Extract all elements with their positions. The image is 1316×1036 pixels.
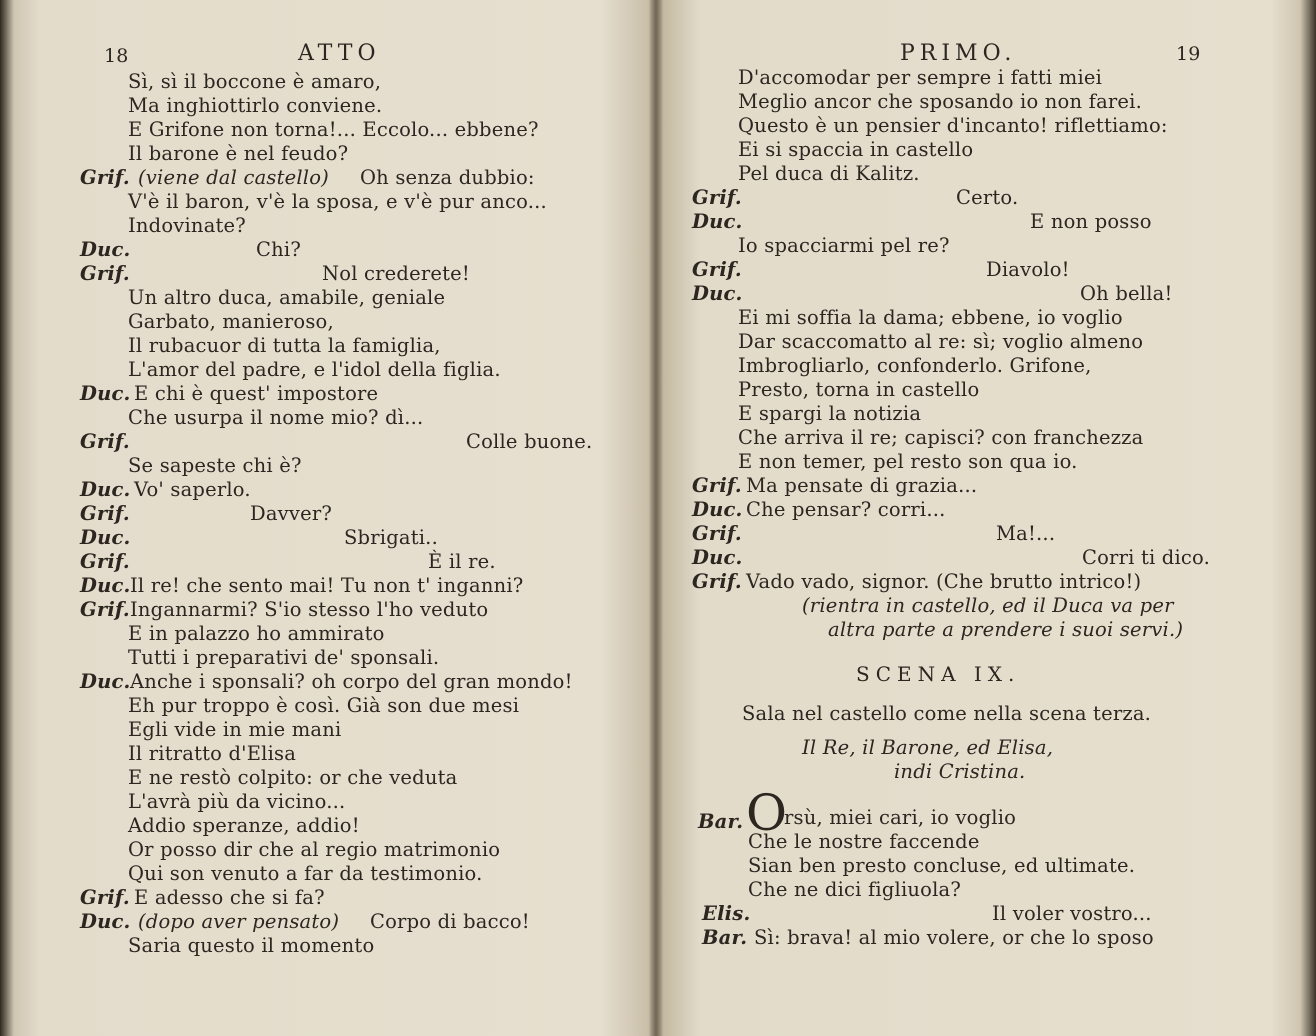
speaker-label: Duc. [80, 910, 131, 933]
verse-line: Oh bella! [1080, 282, 1173, 305]
speaker-label: Grif. [692, 186, 742, 209]
scene-setting: Sala nel castello come nella scena terza. [742, 702, 1152, 725]
verse-line: Anche i sponsali? oh corpo del gran mondo! [130, 670, 573, 693]
speaker-label: Duc. [80, 670, 131, 693]
verse-line: Ma!... [996, 522, 1056, 545]
verse-line: Garbato, manieroso, [128, 310, 334, 333]
verse-line: Oh senza dubbio: [360, 166, 535, 189]
verse-line: Sbrigati.. [344, 526, 438, 549]
speaker-label: Duc. [80, 478, 131, 501]
speaker-label: Duc. [80, 574, 131, 597]
verse-line: Eh pur troppo è così. Già son due mesi [128, 694, 520, 717]
verse-line: Egli vide in mie mani [128, 718, 342, 741]
verse-line: E chi è quest' impostore [134, 382, 379, 405]
speaker-label: Grif. [692, 570, 742, 593]
speaker-label: Duc. [692, 210, 743, 233]
verse-line: E non posso [1030, 210, 1152, 233]
verse-line: Davver? [250, 502, 333, 525]
verse-line: Ingannarmi? S'io stesso l'ho veduto [130, 598, 489, 621]
speaker-label: Grif. [692, 258, 742, 281]
verse-line: Corpo di bacco! [370, 910, 530, 933]
verse-line: Questo è un pensier d'incanto! riflettiamo: [738, 114, 1168, 137]
verse-line: Io spacciarmi pel re? [738, 234, 950, 257]
verse-line: Indovinate? [128, 214, 246, 237]
speaker-label: Grif. [80, 166, 130, 189]
running-head: ATTO [298, 41, 381, 66]
verse-line: Ei mi soffia la dama; ebbene, io voglio [738, 306, 1123, 329]
verse-line: Sì: brava! al mio volere, or che lo sposo [754, 926, 1154, 949]
speaker-label: Grif. [80, 430, 130, 453]
speaker-label: Duc. [80, 238, 131, 261]
verse-line: Ei si spaccia in castello [738, 138, 974, 161]
left-page [0, 0, 656, 1036]
speaker-label: Duc. [80, 382, 131, 405]
verse-line: Imbrogliarlo, confonderlo. Grifone, [738, 354, 1092, 377]
verse-line: Sì, sì il boccone è amaro, [128, 70, 382, 93]
speaker-label: Elis. [702, 902, 751, 925]
stage-direction: (rientra in castello, ed il Duca va per [802, 594, 1174, 617]
speaker-label: Grif. [80, 550, 130, 573]
verse-line: Chi? [256, 238, 301, 261]
verse-line: Il voler vostro... [992, 902, 1152, 925]
verse-line: E in palazzo ho ammirato [128, 622, 385, 645]
verse-line: Il barone è nel feudo? [128, 142, 349, 165]
verse-line: Addio speranze, addio! [128, 814, 360, 837]
verse-line: Certo. [956, 186, 1019, 209]
verse-line: È il re. [428, 550, 496, 573]
verse-line: Qui son venuto a far da testimonio. [128, 862, 483, 885]
drop-cap: O [746, 784, 787, 842]
stage-direction: altra parte a prendere i suoi servi.) [828, 618, 1184, 641]
verse-line: Vo' saperlo. [134, 478, 251, 501]
verse-line: Che pensar? corri... [746, 498, 946, 521]
verse-line: E Grifone non torna!... Eccolo... ebbene? [128, 118, 539, 141]
verse-line: Sian ben presto concluse, ed ultimate. [748, 854, 1136, 877]
speaker-label: Grif. [80, 262, 130, 285]
verse-line: Che arriva il re; capisci? con franchezza [738, 426, 1144, 449]
verse-line: Il re! che sento mai! Tu non t' inganni? [130, 574, 524, 597]
speaker-label: Grif. [80, 502, 130, 525]
verse-line: Tutti i preparativi de' sponsali. [128, 646, 440, 669]
verse-line: Pel duca di Kalitz. [738, 162, 920, 185]
speaker-label: Bar. [698, 810, 744, 833]
verse-line: E spargi la notizia [738, 402, 922, 425]
verse-line: Ma pensate di grazia... [746, 474, 978, 497]
verse-line: E non temer, pel resto son qua io. [738, 450, 1078, 473]
verse-line: rsù, miei cari, io voglio [784, 806, 1017, 829]
verse-line: L'avrà più da vicino... [128, 790, 346, 813]
verse-line: Nol crederete! [322, 262, 470, 285]
speaker-label: Grif. [80, 886, 130, 909]
speaker-label: Duc. [692, 546, 743, 569]
verse-line: Che usurpa il nome mio? dì... [128, 406, 424, 429]
page-number: 19 [1176, 43, 1201, 65]
character-list: Il Re, il Barone, ed Elisa, [802, 736, 1054, 759]
verse-line: Che le nostre faccende [748, 830, 980, 853]
verse-line: Che ne dici figliuola? [748, 878, 962, 901]
verse-line: Colle buone. [466, 430, 593, 453]
speaker-label: Grif. [80, 598, 130, 621]
verse-line: Un altro duca, amabile, geniale [128, 286, 446, 309]
speaker-label: Duc. [692, 498, 743, 521]
verse-line: Presto, torna in castello [738, 378, 980, 401]
verse-line: E ne restò colpito: or che veduta [128, 766, 458, 789]
character-list: indi Cristina. [894, 760, 1026, 783]
verse-line: Se sapeste chi è? [128, 454, 302, 477]
verse-line: Il ritratto d'Elisa [128, 742, 297, 765]
verse-line: D'accomodar per sempre i fatti miei [738, 66, 1103, 89]
page-number: 18 [104, 45, 129, 67]
running-head: PRIMO. [900, 41, 1017, 66]
speaker-label: Bar. [702, 926, 748, 949]
verse-line: Saria questo il momento [128, 934, 375, 957]
verse-line: Or posso dir che al regio matrimonio [128, 838, 501, 861]
verse-line: Dar scaccomatto al re: sì; voglio almeno [738, 330, 1144, 353]
right-page [656, 0, 1316, 1036]
verse-line: Vado vado, signor. (Che brutto intrico!) [746, 570, 1142, 593]
verse-line: Meglio ancor che sposando io non farei. [738, 90, 1142, 113]
speaker-label: Grif. [692, 522, 742, 545]
verse-line: E adesso che si fa? [134, 886, 325, 909]
verse-line: Corri ti dico. [1082, 546, 1211, 569]
verse-line: Diavolo! [986, 258, 1070, 281]
stage-direction: (dopo aver pensato) [138, 910, 340, 933]
scene-title: SCENA IX. [856, 662, 1021, 686]
stage-direction: (viene dal castello) [138, 166, 329, 189]
speaker-label: Duc. [80, 526, 131, 549]
verse-line: L'amor del padre, e l'idol della figlia. [128, 358, 501, 381]
verse-line: V'è il baron, v'è la sposa, e v'è pur anco... [128, 190, 547, 213]
speaker-label: Grif. [692, 474, 742, 497]
verse-line: Ma inghiottirlo conviene. [128, 94, 383, 117]
verse-line: Il rubacuor di tutta la famiglia, [128, 334, 441, 357]
speaker-label: Duc. [692, 282, 743, 305]
